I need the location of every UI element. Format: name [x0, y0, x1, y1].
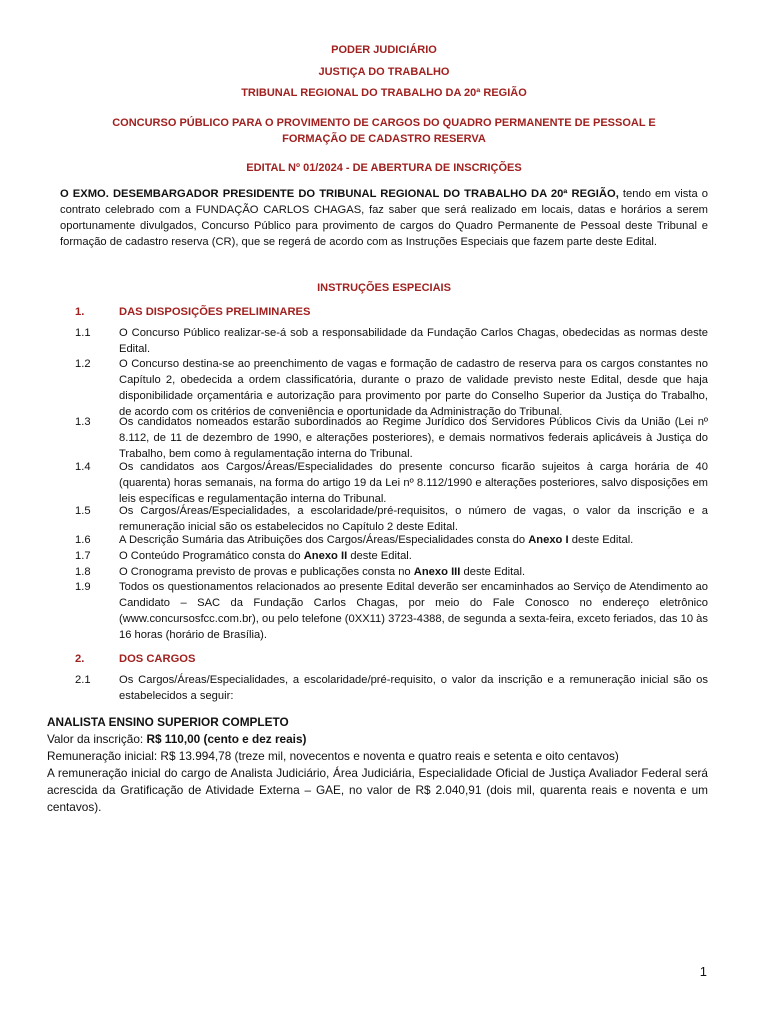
item-1-1	[75, 325, 708, 357]
intro-text: tendo em vista o contrato celebrado com a FUNDAÇÃO CARLOS CHAGAS, faz saber que será realizado em locais, datas e horários a serem oportunamente divulgados, Concurso Público para provimento de cargos do Quadro Permanente de Pessoal deste Tribunal e formação de cadastro reserva (CR), que se regerá de acordo com as Instruções Especiais que fazem parte deste Edital.	[60, 188, 709, 248]
item-number: 1.6	[75, 534, 91, 546]
item-1-6	[75, 532, 708, 548]
item-text: deste Edital.	[347, 550, 412, 562]
item-1-2	[75, 356, 708, 420]
item-text: O Cronograma previsto de provas e publicações consta no	[119, 566, 414, 578]
item-1-4	[75, 459, 708, 507]
anexo-reference: Anexo I	[528, 534, 569, 546]
remuneracao-inicial: Remuneração inicial: R$ 13.994,78 (treze mil, novecentos e noventa e quatro reais e setenta e oito centavos)	[47, 749, 619, 763]
item-number: 1.7	[75, 550, 91, 562]
anexo-reference: Anexo II	[303, 550, 348, 562]
intro-paragraph	[60, 186, 708, 250]
item-number: 1.5	[75, 505, 91, 517]
item-1-9	[75, 579, 708, 643]
item-1-3	[75, 414, 708, 462]
item-text: Os candidatos aos Cargos/Áreas/Especialidades do presente concurso ficarão sujeitos à carga horária de 40 (quarenta) horas semanais, na forma do artigo 19 da Lei nº 8.112/1990 e alterações posteriores, salvo disposições em leis específicas e regulamentação interna do Tribunal.	[119, 461, 708, 505]
item-text: O Concurso destina-se ao preenchimento de vagas e formação de cadastro de reserva para os cargos constantes no Capítulo 2, obedecida a ordem classificatória, durante o prazo de validade previsto neste Edital, desde que haja disponibilidade orçamentária e autorização para provimento por parte do Conselho Superior da Justiça do Trabalho, de acordo com os critérios de conveniência e oportunidade da Administração do Tribunal.	[119, 358, 708, 418]
section-1-title: DAS DISPOSIÇÕES PRELIMINARES	[119, 306, 311, 318]
item-text: deste Edital.	[460, 566, 526, 578]
item-number: 1.9	[75, 581, 91, 593]
header-line-justica: JUSTIÇA DO TRABALHO	[318, 66, 450, 78]
item-number: 1.1	[75, 327, 91, 339]
item-text: deste Edital.	[568, 534, 634, 546]
header-line-poder: PODER JUDICIÁRIO	[331, 44, 437, 56]
section-2-title: DOS CARGOS	[119, 653, 196, 665]
item-text: O Conteúdo Programático consta do	[119, 550, 304, 562]
cargo-title: ANALISTA ENSINO SUPERIOR COMPLETO	[47, 715, 289, 729]
item-1-8	[75, 564, 708, 580]
instrucoes-title: INSTRUÇÕES ESPECIAIS	[317, 282, 451, 294]
header-line-tribunal: TRIBUNAL REGIONAL DO TRABALHO DA 20ª REGIÃO	[241, 87, 527, 99]
edital-title: EDITAL Nº 01/2024 - DE ABERTURA DE INSCRIÇÕES	[246, 162, 522, 174]
valor-label: Valor da inscrição:	[47, 732, 147, 746]
item-text: O Concurso Público realizar-se-á sob a responsabilidade da Fundação Carlos Chagas, obedecidas as normas deste Edital.	[119, 327, 708, 355]
item-1-5	[75, 503, 708, 535]
valor-value: R$ 110,00 (cento e dez reais)	[146, 732, 307, 746]
item-text: Os candidatos nomeados estarão subordinados ao Regime Jurídico dos Servidores Públicos Civis da União (Lei nº 8.112, de 11 de dezembro de 1990, e alterações posteriores), e demais normativos federais aplicáveis à Justiça do Trabalho, bem como à regulamentação interna do Tribunal.	[119, 416, 708, 460]
page-number: 1	[699, 964, 707, 979]
intro-bold: O EXMO. DESEMBARGADOR PRESIDENTE DO TRIBUNAL REGIONAL DO TRABALHO DA 20ª REGIÃO,	[60, 188, 619, 200]
item-text: Os Cargos/Áreas/Especialidades, a escolaridade/pré-requisitos, o número de vagas, o valor da inscrição e a remuneração inicial são os estabelecidos no Capítulo 2 deste Edital.	[119, 505, 708, 533]
item-text: Todos os questionamentos relacionados ao presente Edital deverão ser encaminhados ao Serviço de Atendimento ao Candidato – SAC da Fundação Carlos Chagas, por meio do Fale Conosco no endereço eletrônico (www.concursosfcc.com.br), ou pelo telefone (0XX11) 3723-4388, de segunda a sexta-feira, exceto feriados, das 10 às 16 horas (horário de Brasília).	[119, 581, 708, 641]
concurso-title: CONCURSO PÚBLICO PARA O PROVIMENTO DE CARGOS DO QUADRO PERMANENTE DE PESSOAL E FORMAÇÃO DE CADASTRO RESERVA	[112, 117, 656, 145]
item-number: 1.3	[75, 416, 91, 428]
valor-inscricao	[47, 731, 708, 748]
item-1-7	[75, 548, 708, 564]
section-2-number: 2.	[75, 653, 85, 665]
item-text: Os Cargos/Áreas/Especialidades, a escolaridade/pré-requisito, o valor da inscrição e a remuneração inicial são os estabelecidos a seguir:	[119, 674, 708, 702]
gae-paragraph: A remuneração inicial do cargo de Analista Judiciário, Área Judiciária, Especialidade Oficial de Justiça Avaliador Federal será acrescida da Gratificação de Atividade Externa – GAE, no valor de R$ 2.040,91 (dois mil, quarenta reais e noventa e um centavos).	[47, 766, 708, 814]
item-number: 1.8	[75, 566, 91, 578]
item-2-1	[75, 672, 708, 704]
item-text: A Descrição Sumária das Atribuições dos Cargos/Áreas/Especialidades consta do	[119, 534, 529, 546]
section-1-number: 1.	[75, 306, 85, 318]
item-number: 2.1	[75, 674, 91, 686]
anexo-reference: Anexo III	[413, 566, 461, 578]
item-number: 1.4	[75, 461, 91, 473]
item-number: 1.2	[75, 358, 91, 370]
